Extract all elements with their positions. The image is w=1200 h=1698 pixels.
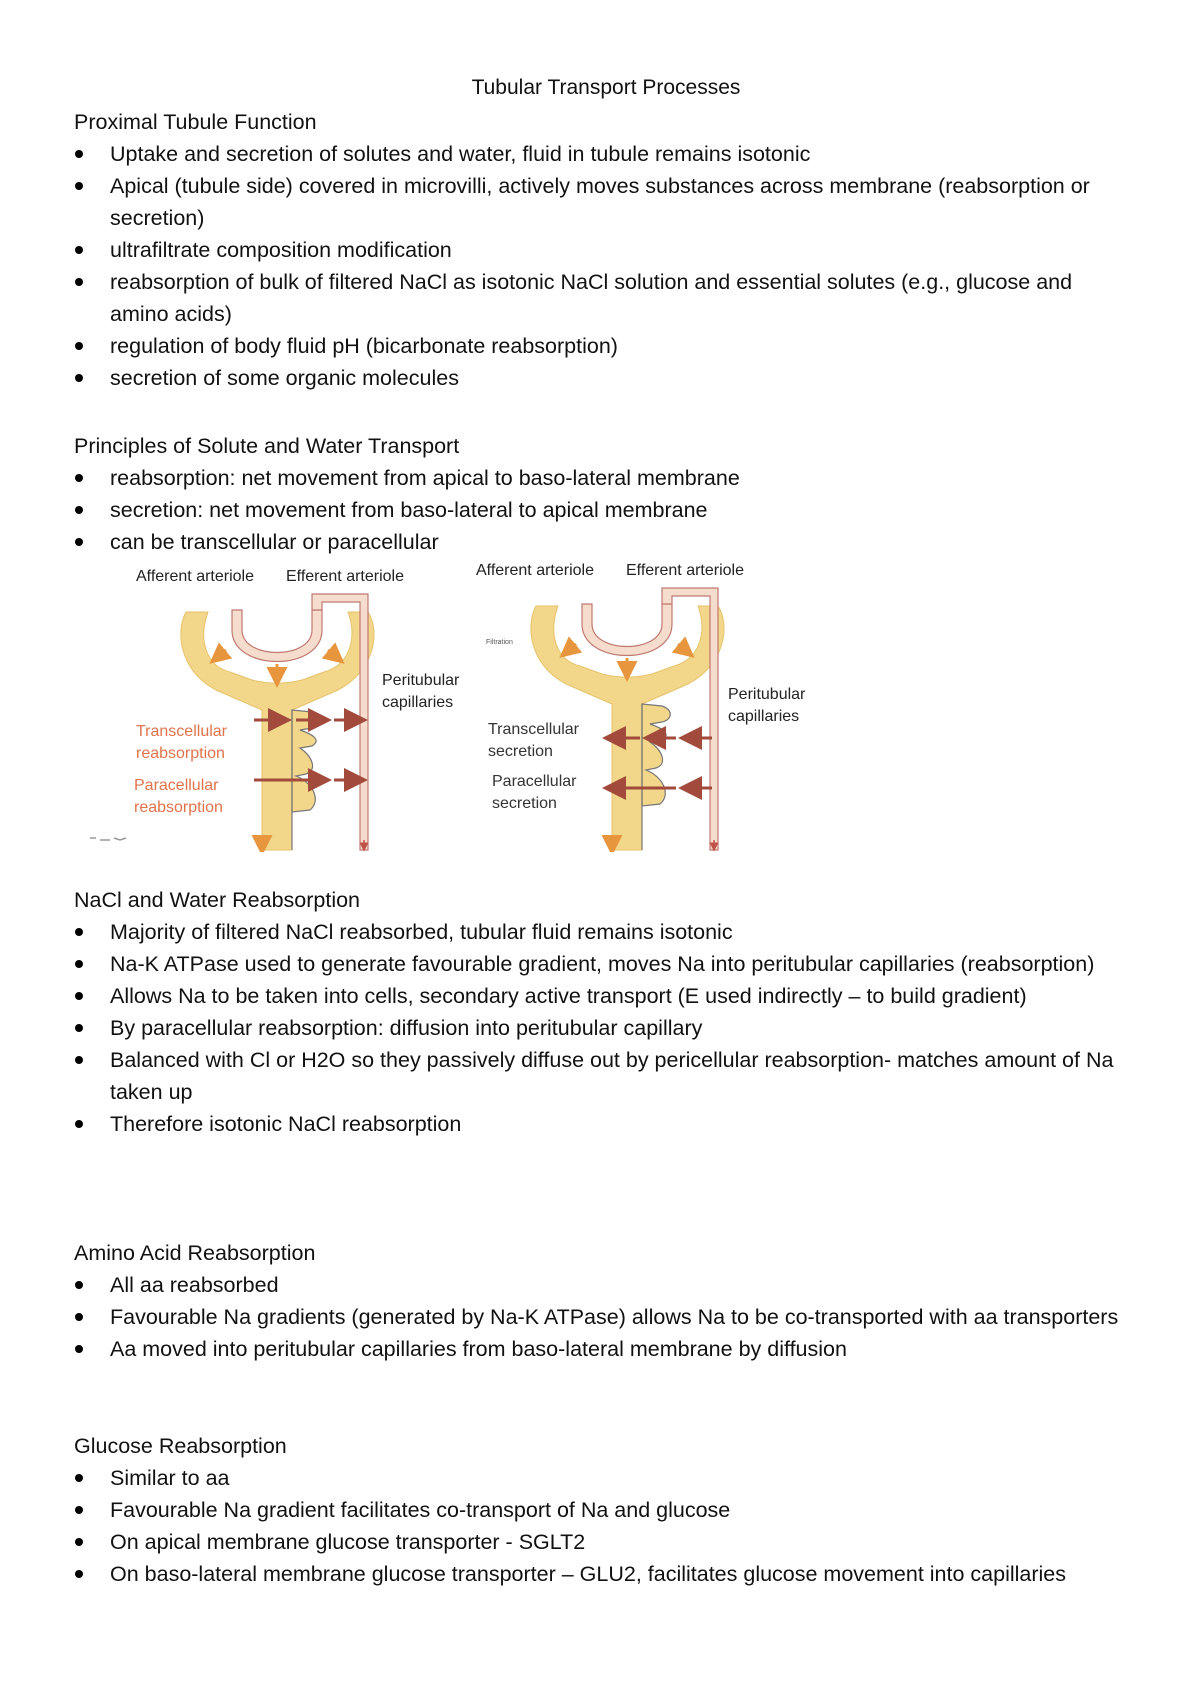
secretion-label: secretion (492, 795, 557, 812)
section-heading: Glucose Reabsorption (74, 1434, 287, 1458)
list-item: Favourable Na gradient facilitates co-transport of Na and glucose (74, 1494, 1134, 1526)
section-heading: NaCl and Water Reabsorption (74, 888, 361, 912)
right-diagram (476, 562, 806, 850)
list-item: secretion of some organic molecules (74, 362, 1134, 394)
filtration-arrow (328, 650, 340, 660)
list-item: Uptake and secretion of solutes and water, fluid in tubule remains isotonic (74, 138, 1134, 170)
afferent-label: Afferent arteriole (136, 568, 254, 585)
list-item: reabsorption of bulk of filtered NaCl as isotonic NaCl solution and essential solutes (e.g., glucose and amino acids) (74, 266, 1134, 330)
filtration-arrow (564, 644, 576, 654)
reabsorption-label: reabsorption (136, 745, 225, 762)
list-item: Favourable Na gradients (generated by Na-K ATPase) allows Na to be co-transported with aa transporters (74, 1301, 1134, 1333)
left-diagram (90, 568, 460, 850)
list-item: On apical membrane glucose transporter - SGLT2 (74, 1526, 1134, 1558)
left-glomerulus-loop (232, 610, 322, 662)
afferent-label: Afferent arteriole (476, 562, 594, 579)
peritubular-label: Peritubular (382, 672, 460, 689)
page-title: Tubular Transport Processes (471, 76, 741, 99)
capillaries-label: capillaries (382, 694, 454, 711)
section-heading: Proximal Tubule Function (74, 110, 317, 134)
bullet-list (74, 916, 1134, 1140)
bullet-list (74, 462, 1134, 558)
section-nacl-water-reabsorption (74, 884, 1134, 1140)
transcellular-label: Transcellular (136, 723, 227, 740)
list-item: reabsorption: net movement from apical to baso-lateral membrane (74, 462, 1134, 494)
list-item: Therefore isotonic NaCl reabsorption (74, 1108, 1134, 1140)
right-cell-bumps (642, 704, 670, 806)
section-amino-acid-reabsorption (74, 1237, 1134, 1365)
efferent-label: Efferent arteriole (626, 562, 744, 579)
peritubular-label: Peritubular (728, 686, 806, 703)
right-glomerulus-loop (582, 604, 672, 656)
list-item: Similar to aa (74, 1462, 1134, 1494)
efferent-label: Efferent arteriole (286, 568, 404, 585)
capillaries-label: capillaries (728, 708, 800, 725)
tubule-transport-figure (86, 560, 806, 852)
section-proximal-tubule (74, 106, 1134, 394)
left-cell-bumps (292, 710, 320, 812)
section-heading: Amino Acid Reabsorption (74, 1241, 316, 1265)
scan-mark (90, 838, 126, 840)
section-solute-water-principles (74, 430, 1134, 558)
list-item: By paracellular reabsorption: diffusion into peritubular capillary (74, 1012, 1134, 1044)
list-item: All aa reabsorbed (74, 1269, 1134, 1301)
list-item: Na-K ATPase used to generate favourable gradient, moves Na into peritubular capillaries (reabsorption) (74, 948, 1134, 980)
list-item: Allows Na to be taken into cells, secondary active transport (E used indirectly – to build gradient) (74, 980, 1134, 1012)
list-item: Majority of filtered NaCl reabsorbed, tubular fluid remains isotonic (74, 916, 1134, 948)
bullet-list (74, 1462, 1134, 1590)
tubule-diagram (86, 560, 806, 852)
filtration-label: Filtration (486, 639, 513, 646)
transcellular-label: Transcellular (488, 721, 579, 738)
bullet-list (74, 138, 1134, 394)
paracellular-label: Paracellular (492, 773, 577, 790)
list-item: Aa moved into peritubular capillaries from baso-lateral membrane by diffusion (74, 1333, 1134, 1365)
list-item: Balanced with Cl or H2O so they passively diffuse out by pericellular reabsorption- matches amount of Na taken up (74, 1044, 1134, 1108)
list-item: ultrafiltrate composition modification (74, 234, 1134, 266)
secretion-label: secretion (488, 743, 553, 760)
list-item: regulation of body fluid pH (bicarbonate reabsorption) (74, 330, 1134, 362)
paracellular-label: Paracellular (134, 777, 219, 794)
filtration-arrow (214, 650, 226, 660)
bullet-list (74, 1269, 1134, 1365)
list-item: secretion: net movement from baso-lateral to apical membrane (74, 494, 1134, 526)
section-glucose-reabsorption (74, 1430, 1134, 1590)
filtration-arrow (678, 644, 690, 654)
reabsorption-label: reabsorption (134, 799, 223, 816)
list-item: Apical (tubule side) covered in microvilli, actively moves substances across membrane (reabsorption or secretion) (74, 170, 1134, 234)
list-item: On baso-lateral membrane glucose transporter – GLU2, facilitates glucose movement into capillaries (74, 1558, 1134, 1590)
list-item: can be transcellular or paracellular (74, 526, 1134, 558)
section-heading: Principles of Solute and Water Transport (74, 434, 460, 458)
